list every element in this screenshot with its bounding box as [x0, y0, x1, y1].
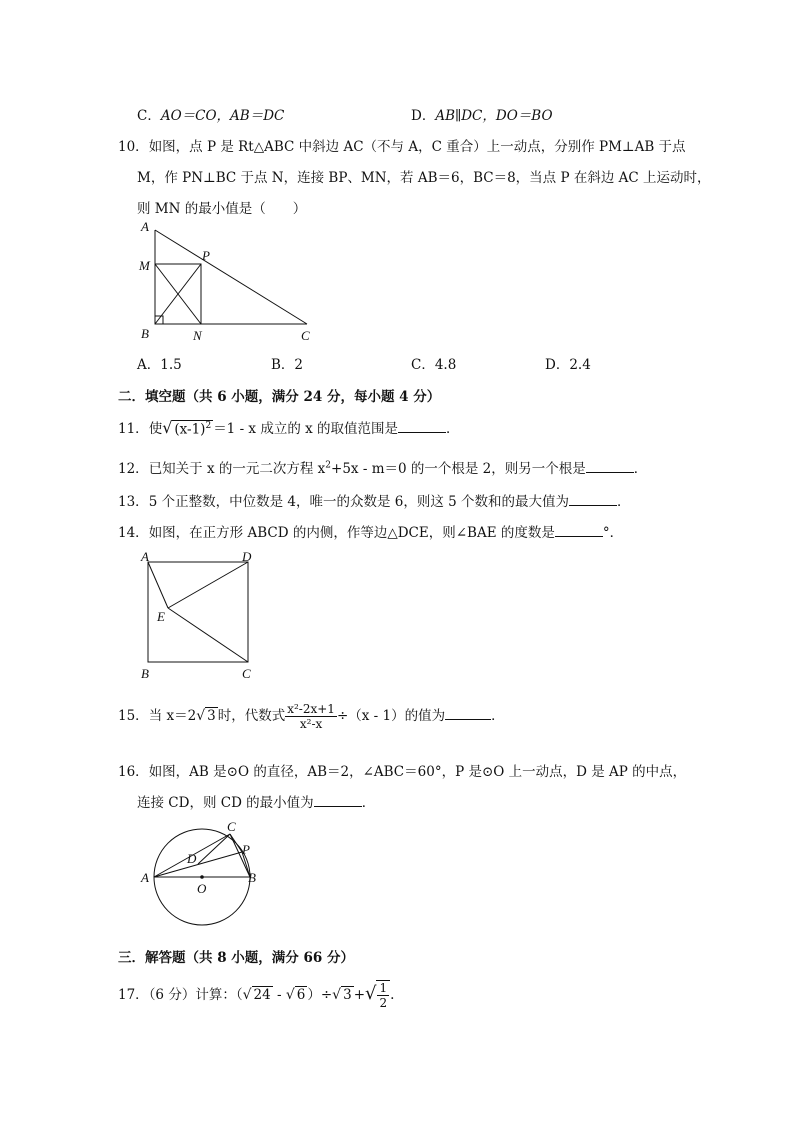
q14-number: 14．	[118, 525, 149, 541]
q10-option-d-value: 2.4	[569, 357, 591, 373]
q10-option-a-label: A．	[137, 357, 161, 373]
q9-option-c-label: C．	[137, 108, 161, 124]
q14-label-b: B	[141, 666, 149, 681]
section3-title: 三．解答题（共 8 小题，满分 66 分）	[118, 950, 354, 966]
q9-option-d	[411, 104, 553, 124]
q10-option-c-label: C．	[411, 357, 435, 373]
q10-line1	[118, 135, 686, 155]
q14-figure	[138, 548, 262, 682]
q10-option-d	[545, 353, 591, 373]
q14-label-d: D	[242, 549, 252, 564]
q11-pre: 使	[148, 421, 163, 437]
q16-segment-cp	[230, 834, 242, 852]
q16-label-b: B	[248, 870, 256, 885]
q10-side-ac	[155, 230, 307, 324]
q17-frac-denominator: 2	[379, 996, 388, 1010]
q15-fraction	[285, 702, 337, 731]
q10-option-d-label: D．	[545, 357, 570, 373]
q10-option-c-value: 4.8	[434, 357, 457, 373]
q13-answer-blank[interactable]	[569, 493, 617, 506]
q17-mid: ）÷	[307, 987, 333, 1003]
q14-segment-ce	[168, 608, 248, 662]
q11-radical	[172, 420, 213, 438]
q12	[118, 457, 647, 477]
q16-figure	[138, 818, 268, 936]
q14-text: 如图，在正方形 ABCD 的内侧，作等边△DCE，则∠BAE 的度数是	[148, 525, 555, 541]
q17-pre: （6 分）计算：（	[148, 987, 243, 1003]
q9-option-d-label: D．	[411, 108, 436, 124]
q12-exponent: 2	[325, 460, 332, 471]
q16-center-dot	[200, 875, 204, 879]
q15: 15．当 x＝2√ 3 时，代数式 $\frac{\text{x²-2x+1}}{\text{x²-x}}$ ÷（x - 1）的值为 ．	[118, 702, 505, 731]
q17: 17．（6 分）计算：（√ 24 - √ 6 ）÷√ 3 +√ $\frac{1}{2}$ .	[118, 981, 395, 1010]
q16-segment-ap	[154, 852, 242, 877]
q11-post: ＝1 - x 成立的 x 的取值范围是	[213, 421, 399, 437]
q16-answer-blank[interactable]	[314, 794, 362, 807]
q10-label-b: B	[141, 326, 149, 341]
q15-answer-blank[interactable]	[445, 707, 491, 720]
q12-pre: 已知关于 x 的一元二次方程 x	[148, 461, 326, 477]
q10-option-a	[137, 353, 182, 373]
q15-numerator: x²-2x+1	[287, 702, 335, 716]
q17-radicand-24: 24	[253, 987, 271, 1003]
q10-option-c	[411, 353, 456, 373]
q12-answer-blank[interactable]	[586, 460, 634, 473]
q16-end: ．	[361, 795, 376, 811]
q17-fraction	[377, 981, 389, 1010]
q14-label-c: C	[242, 666, 251, 681]
q10-label-p: P	[202, 248, 210, 263]
q14-segment-de	[168, 562, 248, 608]
q15-denominator: x²-x	[299, 717, 323, 731]
q10-label-n: N	[193, 328, 202, 343]
q17-frac-numerator: 1	[379, 981, 388, 995]
q10-option-b	[271, 353, 303, 373]
q11: 11．使√ $(x-1)^2 =1 - x$ 成立的 x 的取值范围是 ．	[118, 418, 460, 437]
q15-mid: 时，代数式	[217, 708, 286, 724]
q10-label-a: A	[141, 219, 149, 234]
q16-text-2: 连接 CD，则 CD 的最小值为	[137, 795, 314, 811]
q17-radical-frac	[376, 980, 390, 1010]
q14-end: °．	[602, 525, 624, 541]
q16-line2	[137, 791, 375, 811]
q9-option-c-text: AO＝CO，AB＝DC	[160, 108, 285, 124]
q14-label-a: A	[141, 549, 149, 564]
q15-number: 15．	[118, 708, 149, 724]
q16-label-d: D	[187, 851, 197, 866]
q16-label-o: O	[197, 881, 207, 896]
q11-end: ．	[446, 421, 460, 437]
q13	[118, 490, 631, 510]
q16-line1	[118, 760, 686, 780]
q10-figure	[135, 218, 325, 348]
q15-radicand: 3	[207, 708, 216, 724]
q14-segment-ae	[148, 562, 168, 608]
q11-radicand: (x-1)	[174, 421, 206, 437]
q10-line2: M，作 PN⊥BC 于点 N，连接 BP、MN，若 AB＝6，BC＝8，当点 P 在斜边 AC 上运动时，	[137, 170, 711, 186]
q12-number: 12．	[118, 461, 149, 477]
section2-title: 二．填空题（共 6 小题，满分 24 分，每小题 4 分）	[118, 389, 441, 405]
q13-end: ．	[617, 494, 631, 510]
q10-option-a-value: 1.5	[160, 357, 182, 373]
q12-post: +5x - m＝0 的一个根是 2，则另一个根是	[331, 461, 586, 477]
q15-end: ．	[491, 708, 505, 724]
q10-number: 10．	[118, 139, 149, 155]
q16-label-p: P	[242, 842, 250, 857]
q9-option-d-text: AB∥DC，DO＝BO	[435, 108, 553, 124]
q14-label-e: E	[157, 609, 165, 624]
q10-text-1: 如图，点 P 是 Rt△ABC 中斜边 AC（不与 A，C 重合）上一动点，分别作 PM⊥AB 于点	[148, 139, 686, 155]
q17-number: 17．	[118, 987, 149, 1003]
q15-pre: 当 x＝2	[148, 708, 197, 724]
q15-post: ÷（x - 1）的值为	[336, 708, 446, 724]
q10-label-m: M	[139, 258, 150, 273]
q11-number: 11．	[118, 421, 149, 437]
q10-line3: 则 MN 的最小值是（ ）	[137, 201, 307, 217]
q16-text-1: 如图，AB 是⊙O 的直径，AB＝2，∠ABC＝60°，P 是⊙O 上一动点，D 是 AP 的中点，	[148, 764, 687, 780]
q14-answer-blank[interactable]	[555, 524, 603, 537]
q9-option-c	[137, 104, 284, 124]
q12-end: ．	[633, 461, 648, 477]
q14	[118, 521, 623, 541]
q16-label-c: C	[227, 819, 236, 834]
q10-label-c: C	[301, 328, 310, 343]
q11-exponent: 2	[205, 420, 212, 431]
q10-option-b-label: B．	[271, 357, 295, 373]
q10-option-b-value: 2	[294, 357, 304, 373]
q11-answer-blank[interactable]	[398, 420, 446, 433]
q13-number: 13．	[118, 494, 149, 510]
q17-radicand-3: 3	[343, 987, 352, 1003]
q16-label-a: A	[141, 870, 149, 885]
q17-minus: -	[272, 987, 286, 1003]
q17-plus: +	[353, 987, 365, 1003]
q16-number: 16．	[118, 764, 149, 780]
q17-end: .	[390, 987, 395, 1003]
q13-text: 5 个正整数，中位数是 4，唯一的众数是 6，则这 5 个数和的最大值为	[148, 494, 569, 510]
q17-radicand-6: 6	[296, 987, 306, 1003]
